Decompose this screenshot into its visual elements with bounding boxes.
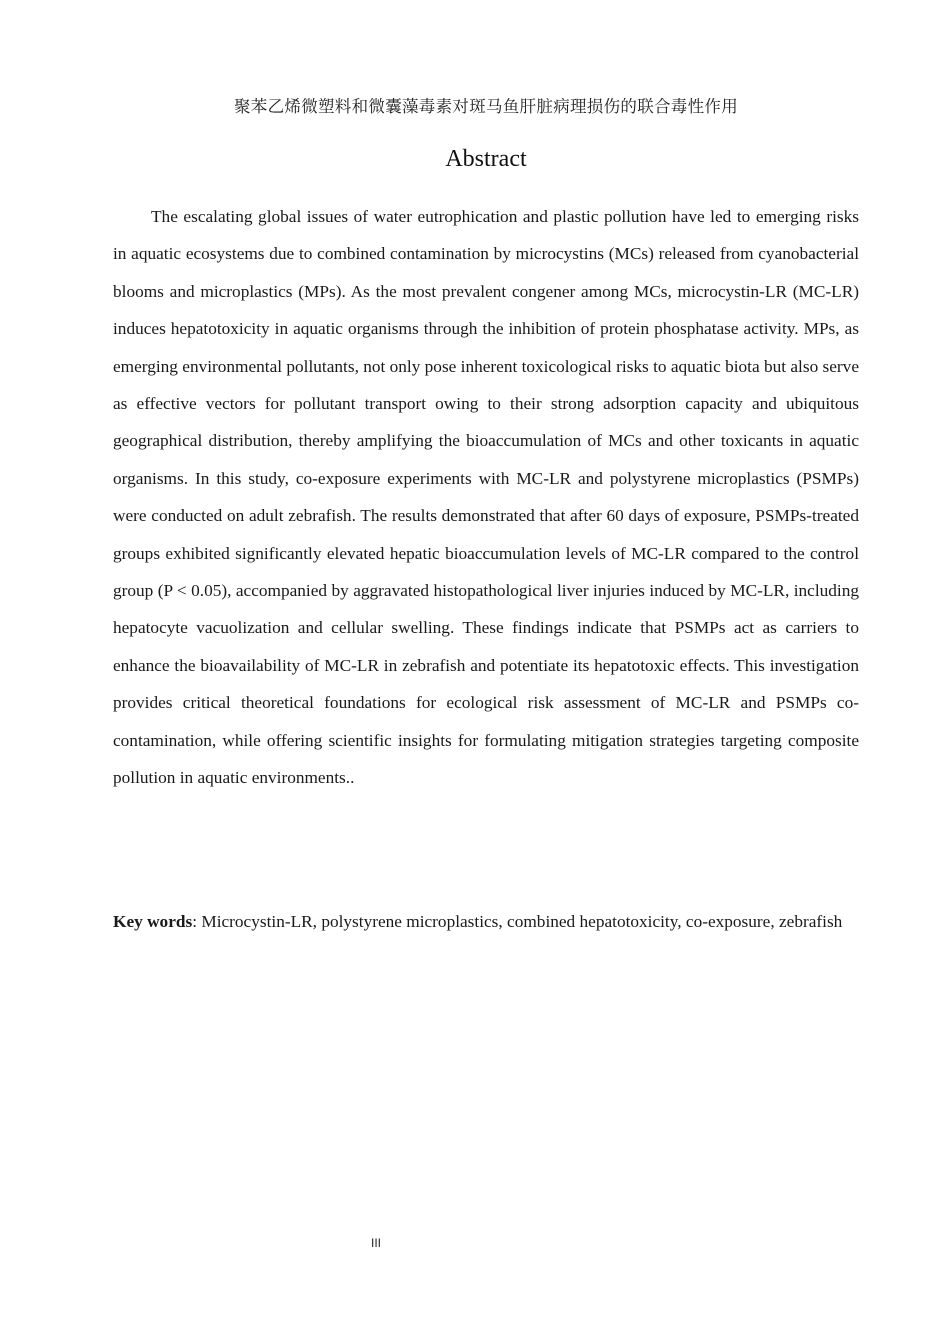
- page-number: III: [371, 1236, 382, 1250]
- keywords-line: [113, 903, 859, 940]
- keywords-text: Microcystin-LR, polystyrene microplastics, combined hepatotoxicity, co-exposure, zebrafish: [201, 912, 843, 931]
- keywords-label: Key words: [113, 912, 193, 931]
- running-header-title: 聚苯乙烯微塑料和微囊藻毒素对斑马鱼肝脏病理损伤的联合毒性作用: [234, 97, 738, 116]
- abstract-paragraph: The escalating global issues of water eutrophication and plastic pollution have led to emerging risks in aquatic ecosystems due to combined contamination by microcystins (MCs) released from cyanobacterial blooms and microplastics (MPs). As the most prevalent congener among MCs, microcystin-LR (MC-LR) induces hepatotoxicity in aquatic organisms through the inhibition of protein phosphatase activity. MPs, as emerging environmental pollutants, not only pose inherent toxicological risks to aquatic biota but also serve as effective vectors for pollutant transport owing to their strong adsorption capacity and ubiquitous geographical distribution, thereby amplifying the bioaccumulation of MCs and other toxicants in aquatic organisms. In this study, co-exposure experiments with MC-LR and polystyrene microplastics (PSMPs) were conducted on adult zebrafish. The results demonstrated that after 60 days of exposure, PSMPs-treated groups exhibited significantly elevated hepatic bioaccumulation levels of MC-LR compared to the control group (P < 0.05), accompanied by aggravated histopathological liver injuries induced by MC-LR, including hepatocyte vacuolization and cellular swelling. These findings indicate that PSMPs act as carriers to enhance the bioavailability of MC-LR in zebrafish and potentiate its hepatotoxic effects. This investigation provides critical theoretical foundations for ecological risk assessment of MC-LR and PSMPs co-contamination, while offering scientific insights for formulating mitigation strategies targeting composite pollution in aquatic environments..: [113, 207, 859, 788]
- abstract-heading: Abstract: [445, 146, 527, 172]
- keywords-separator: :: [192, 912, 202, 931]
